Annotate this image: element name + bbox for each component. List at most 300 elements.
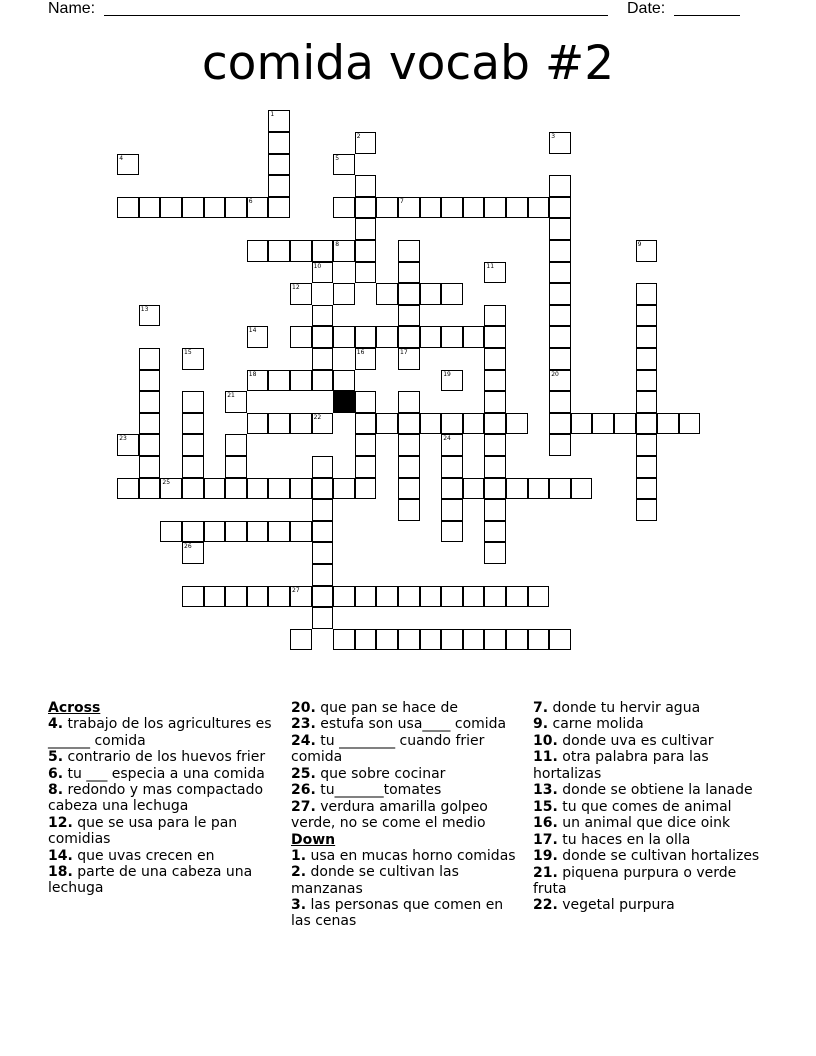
crossword-cell[interactable]: [484, 499, 506, 521]
clue-number: 21: [227, 392, 235, 400]
name-label: Name:: [48, 0, 96, 17]
crossword-cell[interactable]: [614, 413, 636, 435]
clue-number: 25: [162, 478, 171, 486]
clue-number: 18: [248, 370, 257, 378]
crossword-cell[interactable]: [528, 586, 550, 608]
down-clue: [533, 782, 773, 798]
clue-label-number: 25.: [291, 765, 316, 782]
crossword-cell[interactable]: [463, 629, 485, 651]
down-clue: [291, 897, 521, 930]
down-clue: [533, 749, 773, 782]
clue-text: parte de una cabeza una lechuga: [48, 864, 253, 897]
crossword-cell[interactable]: [420, 326, 442, 348]
across-clue: [48, 864, 276, 897]
crossword-cell[interactable]: [398, 283, 420, 305]
crossword-cell[interactable]: [376, 283, 398, 305]
crossword-cell[interactable]: [484, 629, 506, 651]
clue-text: que pan se hace de: [315, 700, 458, 716]
crossword-cell[interactable]: [484, 521, 506, 543]
crossword-cell[interactable]: [333, 240, 355, 262]
crossword-cell[interactable]: [333, 154, 355, 176]
date-blank-line[interactable]: [674, 15, 740, 16]
crossword-cell[interactable]: [441, 326, 463, 348]
clue-label-number: 14.: [48, 847, 73, 864]
crossword-cell[interactable]: [268, 370, 290, 392]
crossword-cell[interactable]: [441, 499, 463, 521]
crossword-cell[interactable]: [441, 283, 463, 305]
crossword-cell[interactable]: [290, 521, 312, 543]
crossword-cell[interactable]: [398, 326, 420, 348]
crossword-cell[interactable]: [182, 197, 204, 219]
crossword-cell[interactable]: [657, 413, 679, 435]
crossword-cell[interactable]: [355, 132, 377, 154]
crossword-cell[interactable]: [139, 391, 161, 413]
crossword-cell[interactable]: [484, 348, 506, 370]
clue-text: piquena purpura o verde fruta: [533, 864, 737, 897]
crossword-cell[interactable]: [549, 326, 571, 348]
clue-number: 4: [119, 154, 124, 162]
crossword-cell[interactable]: [247, 240, 269, 262]
crossword-cell[interactable]: [268, 521, 290, 543]
clue-number: 12: [292, 284, 300, 292]
crossword-cell[interactable]: [333, 197, 355, 219]
crossword-cell[interactable]: [506, 629, 528, 651]
down-clue: [533, 716, 773, 732]
clue-text: otra palabra para las hortalizas: [533, 749, 709, 782]
crossword-cell[interactable]: [398, 391, 420, 413]
crossword-cell[interactable]: [420, 283, 442, 305]
crossword-cell[interactable]: [398, 586, 420, 608]
crossword-cell[interactable]: [636, 305, 658, 327]
clue-text: donde se cultivan las manzanas: [291, 864, 459, 897]
down-clue: [533, 700, 773, 716]
crossword-cell[interactable]: [484, 586, 506, 608]
crossword-cell[interactable]: [636, 326, 658, 348]
clue-label-number: 24.: [291, 732, 316, 749]
clue-number: 16: [356, 349, 365, 356]
crossword-cell[interactable]: [484, 413, 506, 435]
crossword-cell[interactable]: [290, 586, 312, 608]
crossword-cell[interactable]: [355, 326, 377, 348]
crossword-cell[interactable]: [312, 564, 334, 586]
clue-label-number: 6.: [48, 765, 64, 782]
crossword-cell[interactable]: [398, 434, 420, 456]
crossword-cell[interactable]: [139, 413, 161, 435]
across-clue: [48, 749, 276, 765]
crossword-cell[interactable]: [333, 586, 355, 608]
crossword-cell[interactable]: [312, 305, 334, 327]
crossword-cell[interactable]: [182, 413, 204, 435]
crossword-cell[interactable]: [484, 542, 506, 564]
crossword-cell[interactable]: [549, 391, 571, 413]
crossword-cell[interactable]: [549, 240, 571, 262]
down-clue: [291, 864, 521, 897]
crossword-cell[interactable]: [139, 370, 161, 392]
crossword-cell[interactable]: [355, 478, 377, 500]
crossword-cell[interactable]: [355, 240, 377, 262]
crossword-cell[interactable]: [225, 391, 247, 413]
crossword-cell[interactable]: [571, 478, 593, 500]
crossword-cell[interactable]: [225, 197, 247, 219]
crossword-cell[interactable]: [528, 197, 550, 219]
crossword-cell[interactable]: [160, 521, 182, 543]
crossword-cell[interactable]: [355, 175, 377, 197]
clue-label-number: 2.: [291, 864, 307, 881]
clue-label-number: 1.: [291, 847, 307, 864]
crossword-cell[interactable]: [398, 348, 420, 370]
crossword-cell[interactable]: [312, 542, 334, 564]
clue-text: donde se obtiene la lanade: [557, 782, 753, 799]
crossword-cell[interactable]: [679, 413, 701, 435]
crossword-cell[interactable]: [312, 478, 334, 500]
clue-label-number: 11.: [533, 749, 558, 766]
crossword-cell[interactable]: [312, 240, 334, 262]
crossword-cell[interactable]: [268, 132, 290, 154]
across-clue: [48, 782, 276, 815]
crossword-cell[interactable]: [398, 197, 420, 219]
clue-label-number: 21.: [533, 864, 558, 881]
crossword-cell[interactable]: [528, 629, 550, 651]
clue-number: 10: [313, 262, 322, 270]
crossword-cell[interactable]: [484, 305, 506, 327]
crossword-cell[interactable]: [225, 456, 247, 478]
crossword-cell[interactable]: [290, 629, 312, 651]
clue-label-number: 5.: [48, 749, 64, 766]
crossword-cell[interactable]: [225, 586, 247, 608]
crossword-cell[interactable]: [139, 456, 161, 478]
crossword-cell[interactable]: [441, 478, 463, 500]
crossword-cell[interactable]: [312, 499, 334, 521]
crossword-cell[interactable]: [182, 434, 204, 456]
clue-text: que uvas crecen en: [72, 847, 215, 864]
crossword-cell[interactable]: [247, 586, 269, 608]
clue-section-heading: Across: [48, 700, 101, 716]
clue-label-number: 23.: [291, 716, 316, 733]
clue-label-number: 20.: [291, 700, 316, 716]
crossword-cell[interactable]: [636, 499, 658, 521]
clue-label-number: 27.: [291, 798, 316, 815]
clue-number: 14: [248, 327, 257, 335]
clue-column-1: [48, 700, 276, 897]
crossword-cell[interactable]: [484, 391, 506, 413]
crossword-cell[interactable]: [268, 110, 290, 132]
crossword-cell[interactable]: [182, 478, 204, 500]
clue-number: 20: [551, 370, 559, 378]
crossword-cell[interactable]: [506, 413, 528, 435]
crossword-cell[interactable]: [398, 478, 420, 500]
crossword-cell[interactable]: [636, 240, 658, 262]
clue-column-3: [533, 700, 773, 914]
across-clue: [291, 733, 521, 766]
crossword-cell[interactable]: [398, 240, 420, 262]
crossword-cell[interactable]: [268, 154, 290, 176]
crossword-cell[interactable]: [376, 326, 398, 348]
crossword-cell[interactable]: [376, 197, 398, 219]
crossword-cell[interactable]: [312, 521, 334, 543]
down-clue: [533, 815, 773, 831]
crossword-cell[interactable]: [398, 305, 420, 327]
crossword-cell[interactable]: [398, 629, 420, 651]
crossword-cell[interactable]: [549, 305, 571, 327]
clue-label-number: 15.: [533, 798, 558, 815]
crossword-cell[interactable]: [355, 218, 377, 240]
crossword-cell[interactable]: [376, 586, 398, 608]
clue-text: verdura amarilla golpeo verde, no se come el medio: [291, 798, 488, 832]
crossword-cell[interactable]: [398, 262, 420, 284]
crossword-cell[interactable]: [441, 370, 463, 392]
crossword-cell[interactable]: [549, 197, 571, 219]
crossword-cell[interactable]: [376, 629, 398, 651]
crossword-cell[interactable]: [355, 629, 377, 651]
across-clue: [48, 716, 276, 749]
crossword-cell[interactable]: [247, 370, 269, 392]
crossword-cell[interactable]: [355, 456, 377, 478]
crossword-cell[interactable]: [441, 434, 463, 456]
across-clue: [291, 799, 521, 832]
crossword-cell[interactable]: [312, 456, 334, 478]
crossword-cell[interactable]: [268, 197, 290, 219]
crossword-cell[interactable]: [420, 629, 442, 651]
crossword-cell[interactable]: [549, 262, 571, 284]
page-title: comida vocab #2: [201, 36, 615, 91]
clue-number: 2: [356, 133, 361, 140]
crossword-cell[interactable]: [441, 197, 463, 219]
crossword-cell[interactable]: [484, 326, 506, 348]
across-clue: [291, 766, 521, 782]
clue-number: 8: [335, 241, 340, 248]
crossword-cell[interactable]: [312, 262, 334, 284]
name-blank-line[interactable]: [104, 15, 608, 16]
crossword-cell[interactable]: [312, 370, 334, 392]
crossword-cell[interactable]: [225, 434, 247, 456]
crossword-cell[interactable]: [528, 478, 550, 500]
clue-label-number: 8.: [48, 782, 64, 799]
across-clue: [291, 700, 521, 716]
clue-label-number: 22.: [533, 897, 558, 914]
crossword-cell[interactable]: [506, 478, 528, 500]
crossword-cell[interactable]: [420, 197, 442, 219]
crossword-cell[interactable]: [549, 218, 571, 240]
crossword-cell[interactable]: [247, 197, 269, 219]
crossword-cell[interactable]: [463, 197, 485, 219]
clue-number: 22: [313, 413, 322, 421]
crossword-cell[interactable]: [117, 434, 139, 456]
crossword-cell[interactable]: [463, 478, 485, 500]
crossword-cell[interactable]: [484, 370, 506, 392]
crossword-cell[interactable]: [463, 326, 485, 348]
crossword-cell[interactable]: [484, 434, 506, 456]
crossword-cell[interactable]: [636, 434, 658, 456]
crossword-cell[interactable]: [333, 326, 355, 348]
crossword-cell[interactable]: [182, 391, 204, 413]
crossword-cell[interactable]: [355, 197, 377, 219]
crossword-cell[interactable]: [290, 413, 312, 435]
crossword-cell[interactable]: [117, 197, 139, 219]
clue-text: tu que comes de animal: [557, 798, 732, 815]
clue-number: 11: [486, 262, 495, 270]
clue-text: redondo y mas compactado cabeza una lechuga: [48, 782, 264, 815]
crossword-cell[interactable]: [355, 262, 377, 284]
crossword-cell[interactable]: [484, 478, 506, 500]
down-clue: [533, 865, 773, 898]
clue-label-number: 10.: [533, 732, 558, 749]
crossword-cell[interactable]: [268, 240, 290, 262]
crossword-cell[interactable]: [225, 478, 247, 500]
crossword-cell[interactable]: [549, 629, 571, 651]
crossword-cell[interactable]: [204, 586, 226, 608]
down-clue: [533, 733, 773, 749]
crossword-cell[interactable]: [139, 478, 161, 500]
crossword-cell[interactable]: [247, 478, 269, 500]
crossword-cell[interactable]: [290, 240, 312, 262]
clue-text: tu haces en la olla: [557, 831, 691, 848]
crossword-cell[interactable]: [355, 391, 377, 413]
crossword-cell[interactable]: [549, 132, 571, 154]
crossword-cell[interactable]: [268, 413, 290, 435]
crossword-cell[interactable]: [441, 586, 463, 608]
clue-number: 24: [443, 435, 451, 443]
crossword-cell[interactable]: [312, 348, 334, 370]
crossword-cell[interactable]: [549, 370, 571, 392]
crossword-cell[interactable]: [117, 154, 139, 176]
clue-number: 13: [140, 305, 149, 313]
crossword-cell[interactable]: [247, 521, 269, 543]
crossword-cell[interactable]: [549, 478, 571, 500]
crossword-cell[interactable]: [139, 348, 161, 370]
crossword-cell[interactable]: [636, 283, 658, 305]
down-clue: [533, 897, 773, 913]
clue-number: 26: [184, 543, 192, 551]
crossword-cell[interactable]: [355, 586, 377, 608]
clue-number: 9: [637, 241, 642, 248]
clue-number: 1: [270, 111, 275, 119]
crossword-cell[interactable]: [636, 348, 658, 370]
crossword-cell[interactable]: [139, 305, 161, 327]
crossword-cell[interactable]: [463, 413, 485, 435]
crossword-cell[interactable]: [268, 175, 290, 197]
crossword-cell[interactable]: [355, 348, 377, 370]
crossword-cell[interactable]: [204, 521, 226, 543]
crossword-cell[interactable]: [441, 629, 463, 651]
crossword-cell[interactable]: [549, 283, 571, 305]
crossword-cell[interactable]: [182, 348, 204, 370]
down-clue: [291, 848, 521, 864]
crossword-cell[interactable]: [420, 586, 442, 608]
crossword-cell[interactable]: [355, 434, 377, 456]
crossword-cell[interactable]: [247, 413, 269, 435]
crossword-cell[interactable]: [636, 478, 658, 500]
crossword-cell[interactable]: [592, 413, 614, 435]
down-clue: [533, 848, 773, 864]
crossword-cell[interactable]: [182, 586, 204, 608]
crossword-cell[interactable]: [549, 175, 571, 197]
crossword-cell[interactable]: [506, 586, 528, 608]
crossword-cell[interactable]: [441, 521, 463, 543]
crossword-cell[interactable]: [160, 197, 182, 219]
clue-text: tu_______tomates: [315, 782, 442, 799]
clue-text: donde se cultivan hortalizes: [557, 848, 760, 865]
crossword-cell[interactable]: [636, 370, 658, 392]
clue-text: usa en mucas horno comidas: [306, 847, 516, 864]
crossword-cell[interactable]: [290, 283, 312, 305]
crossword-cell[interactable]: [549, 348, 571, 370]
clue-label-number: 26.: [291, 782, 316, 799]
crossword-cell[interactable]: [204, 478, 226, 500]
crossword-cell[interactable]: [290, 478, 312, 500]
crossword-cell[interactable]: [290, 370, 312, 392]
crossword-cell[interactable]: [484, 456, 506, 478]
clue-text: vegetal purpura: [557, 897, 675, 914]
crossword-cell[interactable]: [420, 413, 442, 435]
crossword-cell[interactable]: [636, 456, 658, 478]
crossword-cell[interactable]: [204, 197, 226, 219]
crossword-cell[interactable]: [398, 499, 420, 521]
clue-text: donde tu hervir agua: [548, 700, 701, 716]
crossword-cell[interactable]: [139, 197, 161, 219]
crossword-cell[interactable]: [549, 434, 571, 456]
crossword-cell[interactable]: [312, 607, 334, 629]
clue-text: donde uva es cultivar: [557, 732, 714, 749]
clue-text: carne molida: [548, 716, 644, 733]
crossword-cell[interactable]: [376, 413, 398, 435]
crossword-cell[interactable]: [139, 434, 161, 456]
crossword-cell[interactable]: [182, 521, 204, 543]
crossword-cell[interactable]: [441, 456, 463, 478]
clue-text: estufa son usa____ comida: [315, 716, 507, 733]
clue-text: un animal que dice oink: [557, 815, 731, 832]
clue-number: 17: [400, 349, 408, 356]
clue-number: 7: [400, 197, 404, 205]
crossword-cell[interactable]: [484, 262, 506, 284]
crossword-cell[interactable]: [182, 456, 204, 478]
clue-label-number: 7.: [533, 700, 549, 716]
clue-label-number: 3.: [291, 897, 307, 914]
crossword-cell[interactable]: [268, 586, 290, 608]
crossword-cell[interactable]: [333, 629, 355, 651]
crossword-cell[interactable]: [333, 478, 355, 500]
crossword-cell[interactable]: [290, 326, 312, 348]
crossword-cell[interactable]: [355, 413, 377, 435]
crossword-cell[interactable]: [247, 326, 269, 348]
crossword-cell[interactable]: [441, 413, 463, 435]
crossword-cell[interactable]: [463, 586, 485, 608]
crossword-cell[interactable]: [506, 197, 528, 219]
crossword-cell[interactable]: [268, 478, 290, 500]
crossword-cell[interactable]: [117, 478, 139, 500]
crossword-cell[interactable]: [398, 413, 420, 435]
crossword-cell[interactable]: [636, 391, 658, 413]
across-clue: [291, 782, 521, 798]
crossword-cell[interactable]: [333, 283, 355, 305]
down-clue: [533, 832, 773, 848]
crossword-cell[interactable]: [636, 413, 658, 435]
clue-text: las personas que comen en las cenas: [291, 897, 504, 930]
crossword-cell[interactable]: [160, 478, 182, 500]
crossword-cell[interactable]: [571, 413, 593, 435]
crossword-cell[interactable]: [182, 542, 204, 564]
crossword-cell[interactable]: [333, 370, 355, 392]
crossword-cell[interactable]: [549, 413, 571, 435]
clue-number: 27: [292, 586, 300, 594]
crossword-cell[interactable]: [312, 413, 334, 435]
crossword-cell[interactable]: [398, 456, 420, 478]
clue-column-2: [291, 700, 521, 930]
crossword-cell[interactable]: [312, 326, 334, 348]
clue-section-heading: Down: [291, 831, 336, 848]
crossword-cell[interactable]: [484, 197, 506, 219]
crossword-cell[interactable]: [312, 586, 334, 608]
crossword-cell[interactable]: [225, 521, 247, 543]
